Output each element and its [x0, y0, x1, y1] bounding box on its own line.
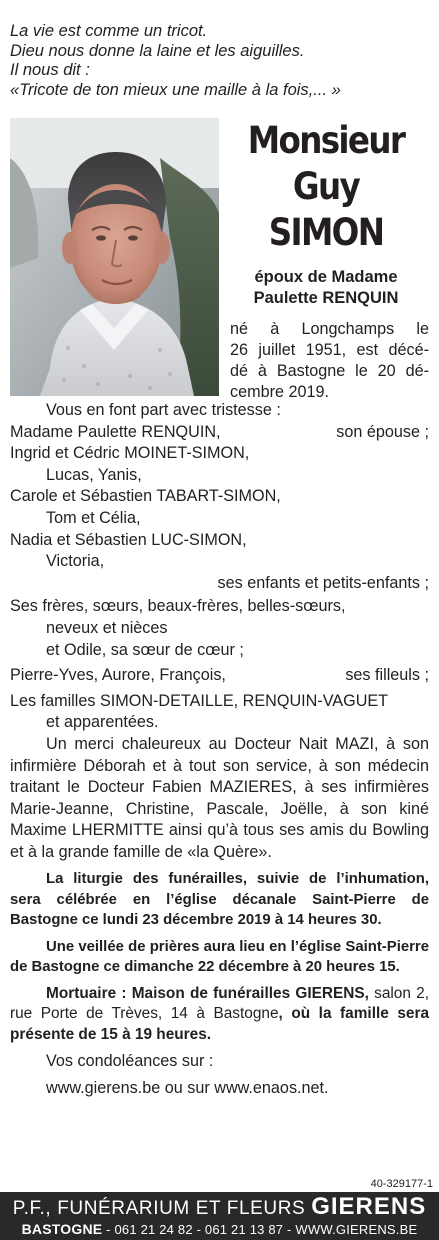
poem-line-3: Il nous dit : [10, 61, 90, 79]
funeral-home-banner [0, 1192, 439, 1240]
banner-city: BASTOGNE [21, 1221, 103, 1237]
condolences-links: www.gierens.be ou sur www.enaos.net. [46, 1079, 329, 1098]
banner-contacts: - 061 21 24 82 - 061 21 13 87 - WWW.GIERENS.BE [102, 1222, 418, 1237]
family-member: Carole et Sébastien TABART-SIMON, [10, 487, 281, 506]
spouse-line-1: époux de Madame [254, 268, 398, 286]
siblings-line-1: Ses frères, sœurs, beaux-frères, belles-sœurs, [10, 597, 346, 616]
birth-line-2: 26 juillet 1951, est décé- [230, 341, 429, 359]
poem [10, 0, 429, 100]
thanks-paragraph: Un merci chaleureux au Docteur Nait MAZI, à son infirmière Déborah et à tout son service, à son médecin traitant le Docteur Fabien MAZIERES, à ses infirmières Marie-Jeanne, Christine, Pascale, Joëlle, à son kiné Maxime LHERMITTE ainsi qu’à tous ses amis du Bowling et à la grande famille de «la Quère». [10, 734, 429, 861]
announcement-intro: Vous en font part avec tristesse : [46, 401, 281, 419]
birth-line-1: né à Longchamps le [230, 320, 429, 338]
poem-line-4: «Tricote de ton mieux une maille à la fois,... » [10, 80, 341, 99]
siblings-line-2: neveux et nièces [46, 618, 168, 637]
spouse-info [228, 267, 424, 309]
vigil-paragraph: Une veillée de prières aura lieu en l’église Saint-Pierre de Bastogne ce dimanche 22 décembre à 20 heures 15. [10, 938, 429, 976]
banner-brand: GIERENS [311, 1193, 427, 1220]
spouse-line-2: Paulette RENQUIN [253, 289, 399, 307]
banner-line-2 [0, 1221, 439, 1238]
condolences-line-1: Vos condoléances sur : [46, 1052, 214, 1071]
widow-role: son épouse ; [336, 422, 429, 441]
deceased-title: Monsieur [247, 119, 405, 162]
deceased-last-name: SIMON [268, 211, 384, 254]
poem-line-2: Dieu nous donne la laine et les aiguilles. [10, 41, 305, 60]
godchildren-row [10, 665, 429, 687]
banner-line-1 [0, 1192, 439, 1221]
families-line-2: et apparentées. [46, 713, 159, 732]
header-block [10, 118, 429, 400]
widow-name: Madame Paulette RENQUIN, [10, 422, 221, 441]
deceased-first-name: Guy [292, 165, 360, 208]
mortuary-label: Mortuaire : Maison de funérailles GIERENS, [46, 984, 369, 1002]
family-member: Victoria, [46, 552, 105, 571]
mortuary-address: salon 2, rue Porte de Trèves, 14 à Bastogne [10, 984, 429, 1023]
liturgy-paragraph: La liturgie des funérailles, suivie de l’inhumation, sera célébrée en l’église décanale Saint-Pierre de Bastogne ce lundi 23 décembre 2019 à 14 heures 30. [10, 871, 429, 929]
portrait-photo [10, 118, 219, 396]
children-role: ses enfants et petits-enfants ; [217, 573, 429, 592]
godchildren-role: ses filleuls ; [345, 666, 429, 685]
family-member: Ingrid et Cédric MOINET-SIMON, [10, 444, 250, 463]
family-member: Tom et Célia, [46, 508, 141, 527]
deceased-name-block [228, 118, 424, 309]
family-member: Nadia et Sébastien LUC-SIMON, [10, 530, 247, 549]
birth-death-info [230, 319, 429, 403]
family-member: Lucas, Yanis, [46, 465, 142, 484]
godchildren-names: Pierre-Yves, Aurore, François, [10, 666, 226, 685]
reference-number: 40-329177-1 [370, 1178, 433, 1190]
poem-line-1: La vie est comme un tricot. [10, 22, 208, 40]
birth-line-3: dé à Bastogne le 20 dé- [230, 362, 429, 380]
mortuary-paragraph [10, 984, 429, 1046]
families-line-1: Les familles SIMON-DETAILLE, RENQUIN-VAGUET [10, 691, 389, 710]
birth-line-4: cembre 2019. [230, 383, 329, 401]
mortuary-hours: , où la famille sera présente de 15 à 19 heures. [10, 1005, 429, 1043]
siblings-line-3: et Odile, sa sœur de cœur ; [46, 640, 244, 659]
widow-row [10, 422, 429, 444]
condolences [10, 1051, 429, 1099]
banner-prefix: P.F., FUNÉRARIUM ET FLEURS [12, 1198, 306, 1219]
